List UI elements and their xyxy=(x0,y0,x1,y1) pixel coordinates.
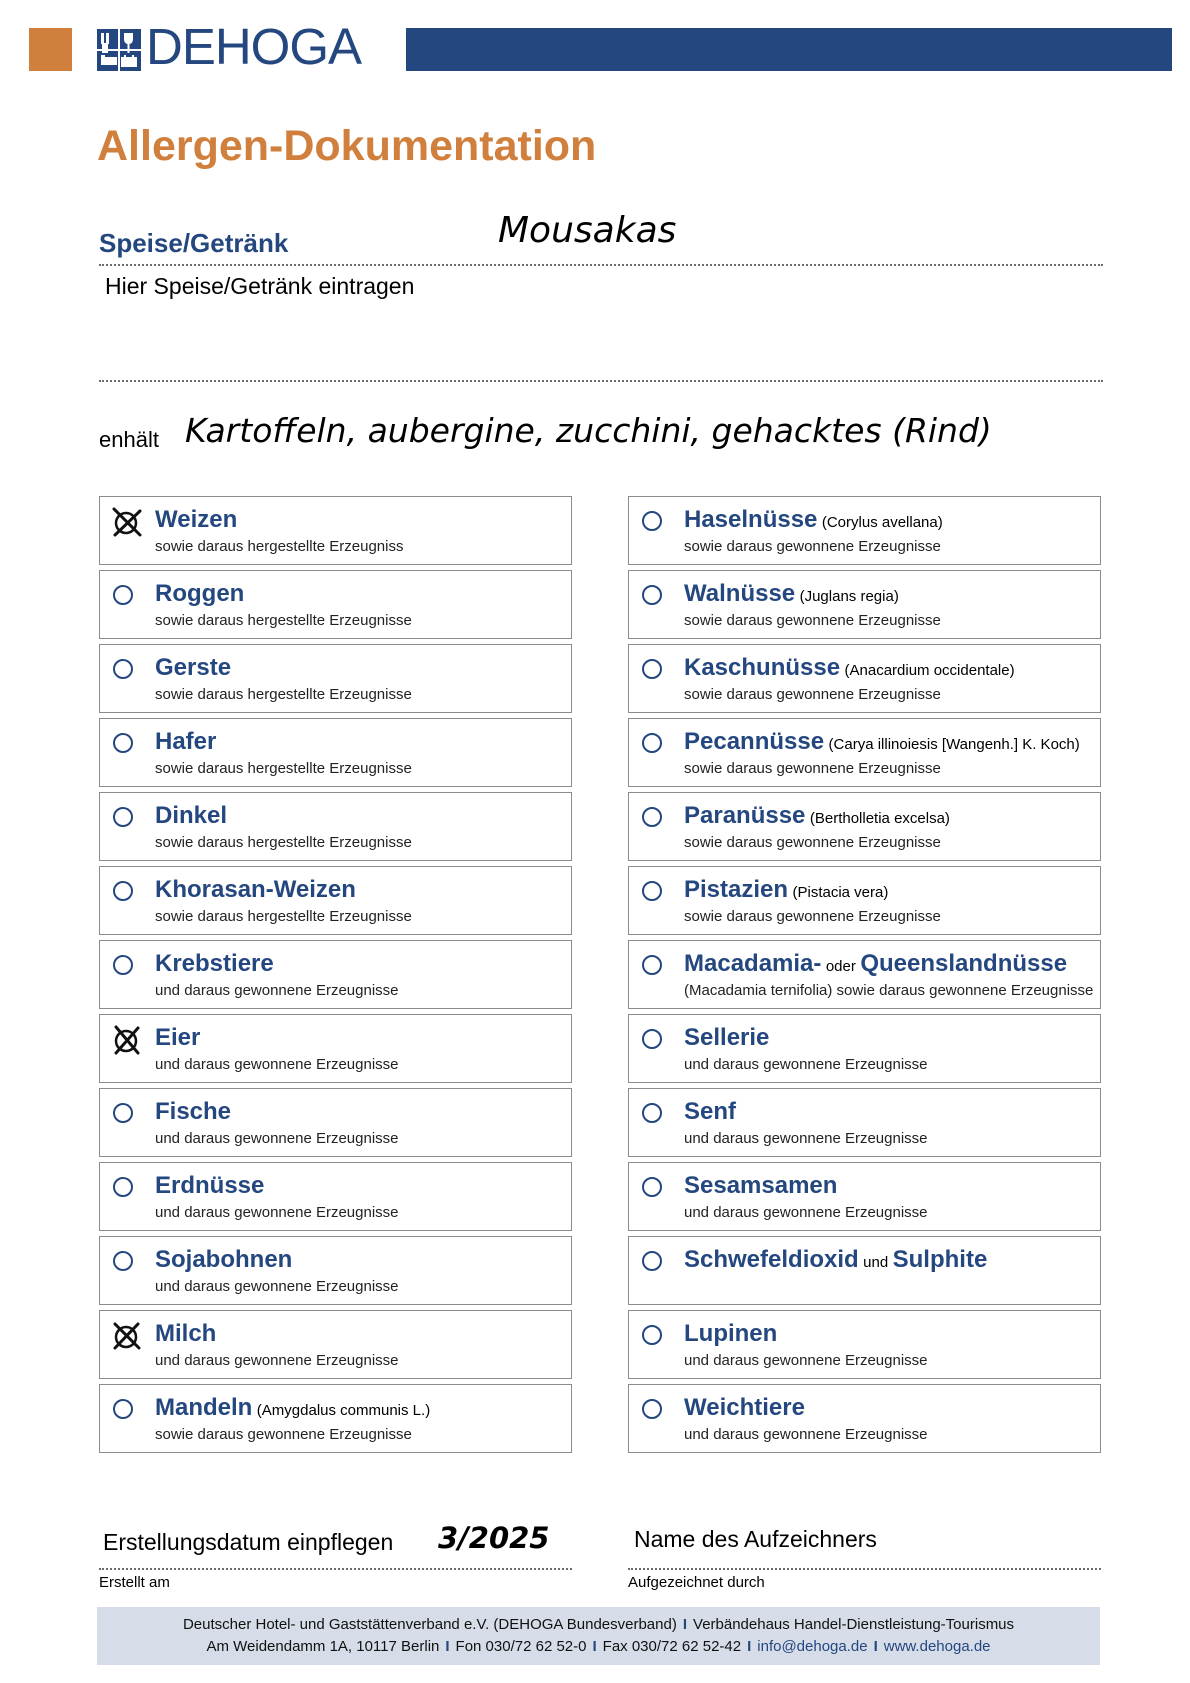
allergen-name: Paranüsse xyxy=(684,802,806,829)
footer-box xyxy=(97,1607,1100,1665)
allergen-card-khorasan-weizen[interactable] xyxy=(99,866,572,935)
radio-button[interactable] xyxy=(113,807,133,827)
radio-button[interactable] xyxy=(642,1177,662,1197)
allergen-desc: und daraus gewonnene Erzeugnisse xyxy=(155,982,399,999)
allergen-name: Mandeln xyxy=(155,1394,253,1421)
allergen-card-erdnuesse[interactable] xyxy=(99,1162,572,1231)
allergen-name: Erdnüsse xyxy=(155,1172,265,1199)
radio-button[interactable] xyxy=(642,955,662,975)
allergen-desc: sowie daraus hergestellte Erzeugnisse xyxy=(155,686,412,703)
allergen-card-pecannuesse[interactable] xyxy=(628,718,1101,787)
allergen-name: Haselnüsse xyxy=(684,506,818,533)
radio-button[interactable] xyxy=(113,659,133,679)
footer-phone: Fon 030/72 62 52-0 xyxy=(455,1638,587,1655)
allergen-card-fische[interactable] xyxy=(99,1088,572,1157)
allergen-name: Senf xyxy=(684,1098,737,1125)
allergen-desc: sowie daraus gewonnene Erzeugnisse xyxy=(155,1426,412,1443)
created-dotted-line xyxy=(99,1568,572,1570)
allergen-scientific-name: (Juglans regia) xyxy=(799,588,899,605)
allergen-card-gerste[interactable] xyxy=(99,644,572,713)
allergen-card-weizen[interactable] xyxy=(99,496,572,565)
radio-button[interactable] xyxy=(113,585,133,605)
allergen-desc: sowie daraus gewonnene Erzeugnisse xyxy=(684,760,941,777)
allergen-card-roggen[interactable] xyxy=(99,570,572,639)
footer-separator: I xyxy=(682,1616,688,1633)
allergen-card-pistazien[interactable] xyxy=(628,866,1101,935)
allergen-card-kaschunuesse[interactable] xyxy=(628,644,1101,713)
radio-button[interactable] xyxy=(642,1103,662,1123)
allergen-desc: sowie daraus gewonnene Erzeugnisse xyxy=(684,834,941,851)
dish-label: Speise/Getränk xyxy=(99,228,289,258)
allergen-name: Weichtiere xyxy=(684,1394,805,1421)
footer-email-link[interactable]: info@dehoga.de xyxy=(757,1638,868,1655)
footer-fax: Fax 030/72 62 52-42 xyxy=(602,1638,742,1655)
allergen-name: Walnüsse xyxy=(684,580,796,607)
created-prompt: Erstellungsdatum einpflegen xyxy=(103,1529,394,1555)
allergen-name: Fische xyxy=(155,1098,232,1125)
allergen-card-lupinen[interactable] xyxy=(628,1310,1101,1379)
allergen-card-macadamia[interactable] xyxy=(628,940,1101,1009)
radio-button[interactable] xyxy=(642,1325,662,1345)
allergen-name: Kaschunüsse xyxy=(684,654,841,681)
checked-x-icon xyxy=(110,1023,144,1057)
allergen-name: Macadamia- xyxy=(684,950,822,977)
allergen-card-sojabohnen[interactable] xyxy=(99,1236,572,1305)
allergen-card-milch[interactable] xyxy=(99,1310,572,1379)
allergen-desc: sowie daraus gewonnene Erzeugnisse xyxy=(684,908,941,925)
footer-separator: I xyxy=(445,1638,450,1655)
allergen-joiner: oder xyxy=(825,958,856,975)
allergen-name: Pistazien xyxy=(684,876,789,903)
page-title: Allergen-Dokumentation xyxy=(97,122,597,170)
allergen-name: Dinkel xyxy=(155,802,228,829)
footer-separator: I xyxy=(747,1638,752,1655)
recorder-prompt: Name des Aufzeichners xyxy=(634,1526,877,1552)
allergen-desc: sowie daraus gewonnene Erzeugnisse xyxy=(684,686,941,703)
radio-button[interactable] xyxy=(642,511,662,531)
allergen-name: Gerste xyxy=(155,654,232,681)
radio-button[interactable] xyxy=(642,1251,662,1271)
radio-button[interactable] xyxy=(113,1103,133,1123)
checked-x-icon xyxy=(110,505,144,539)
allergen-card-weichtiere[interactable] xyxy=(628,1384,1101,1453)
allergen-desc: sowie daraus hergestellte Erzeugnisse xyxy=(155,612,412,629)
allergen-scientific-name: (Carya illinoiesis [Wangenh.] K. Koch) xyxy=(828,736,1080,753)
allergen-desc: und daraus gewonnene Erzeugnisse xyxy=(684,1204,928,1221)
footer-web-link[interactable]: www.dehoga.de xyxy=(883,1638,991,1655)
allergen-name-secondary: Queenslandnüsse xyxy=(860,950,1068,977)
allergen-card-mandeln[interactable] xyxy=(99,1384,572,1453)
allergen-card-sellerie[interactable] xyxy=(628,1014,1101,1083)
allergen-desc: sowie daraus gewonnene Erzeugnisse xyxy=(684,538,941,555)
allergen-card-paranuesse[interactable] xyxy=(628,792,1101,861)
radio-button[interactable] xyxy=(642,733,662,753)
dish-hint: Hier Speise/Getränk eintragen xyxy=(105,273,415,299)
allergen-name: Eier xyxy=(155,1024,201,1051)
radio-button[interactable] xyxy=(642,585,662,605)
radio-button[interactable] xyxy=(113,1177,133,1197)
allergen-card-walnuesse[interactable] xyxy=(628,570,1101,639)
logo-wordmark: DEHOGA xyxy=(146,18,362,75)
recorder-label: Aufgezeichnet durch xyxy=(628,1574,765,1591)
allergen-desc: sowie daraus hergestellte Erzeugnisse xyxy=(155,760,412,777)
radio-button[interactable] xyxy=(642,881,662,901)
allergen-name: Sesamsamen xyxy=(684,1172,838,1199)
dish-dotted-line xyxy=(99,264,1103,266)
allergen-card-haselnuesse[interactable] xyxy=(628,496,1101,565)
contains-label: enhält xyxy=(99,427,159,452)
allergen-desc: und daraus gewonnene Erzeugnisse xyxy=(684,1426,928,1443)
allergen-desc: und daraus gewonnene Erzeugnisse xyxy=(155,1130,399,1147)
allergen-desc: und daraus gewonnene Erzeugnisse xyxy=(155,1204,399,1221)
radio-button[interactable] xyxy=(113,955,133,975)
allergen-desc: und daraus gewonnene Erzeugnisse xyxy=(155,1278,399,1295)
allergen-scientific-name: (Anacardium occidentale) xyxy=(844,662,1015,679)
allergen-card-sesamsamen[interactable] xyxy=(628,1162,1101,1231)
allergen-scientific-name: (Bertholletia excelsa) xyxy=(809,810,950,827)
allergen-desc: und daraus gewonnene Erzeugnisse xyxy=(155,1352,399,1369)
allergen-desc: sowie daraus gewonnene Erzeugnisse xyxy=(684,612,941,629)
radio-button[interactable] xyxy=(113,1251,133,1271)
created-label: Erstellt am xyxy=(99,1574,170,1591)
allergen-name: Lupinen xyxy=(684,1320,778,1347)
hotel-restaurant-glyph-icon xyxy=(97,29,141,71)
radio-button[interactable] xyxy=(642,1029,662,1049)
header-bar xyxy=(406,28,1172,71)
allergen-desc: (Macadamia ternifolia) sowie daraus gewonnene Erzeugnisse xyxy=(684,982,1094,999)
allergen-desc: und daraus gewonnene Erzeugnisse xyxy=(684,1352,928,1369)
allergen-desc: und daraus gewonnene Erzeugnisse xyxy=(684,1056,928,1073)
contains-handwritten-value[interactable]: Kartoffeln, aubergine, zucchini, gehacktes (Rind) xyxy=(185,411,992,450)
orange-accent-square xyxy=(29,28,72,71)
allergen-name: Roggen xyxy=(155,580,245,607)
allergen-name: Sellerie xyxy=(684,1024,770,1051)
allergen-desc: sowie daraus hergestellte Erzeugnisse xyxy=(155,834,412,851)
allergen-name: Khorasan-Weizen xyxy=(155,876,356,903)
allergen-name: Milch xyxy=(155,1320,217,1347)
allergen-card-schwefeldioxid[interactable] xyxy=(628,1236,1101,1305)
allergen-name: Sojabohnen xyxy=(155,1246,293,1273)
allergen-scientific-name: (Pistacia vera) xyxy=(792,884,889,901)
radio-button[interactable] xyxy=(642,659,662,679)
created-handwritten-date[interactable]: 3/2025 xyxy=(438,1521,550,1555)
footer-building: Verbändehaus Handel-Dienstleistung-Tourismus xyxy=(693,1616,1015,1633)
allergen-desc: und daraus gewonnene Erzeugnisse xyxy=(155,1056,399,1073)
allergen-card-eier[interactable] xyxy=(99,1014,572,1083)
radio-button[interactable] xyxy=(113,733,133,753)
allergen-scientific-name: (Amygdalus communis L.) xyxy=(256,1402,431,1419)
allergen-name: Schwefeldioxid xyxy=(684,1246,859,1273)
radio-button[interactable] xyxy=(642,807,662,827)
dish-lower-dotted-line xyxy=(99,380,1103,382)
footer-org: Deutscher Hotel- und Gaststättenverband e.V. (DEHOGA Bundesverband) xyxy=(182,1616,677,1633)
recorder-dotted-line xyxy=(628,1568,1101,1570)
allergen-desc: und daraus gewonnene Erzeugnisse xyxy=(684,1130,928,1147)
allergen-scientific-name: (Corylus avellana) xyxy=(821,514,943,531)
allergen-name: Pecannüsse xyxy=(684,728,825,755)
radio-button[interactable] xyxy=(113,1399,133,1419)
allergen-name: Weizen xyxy=(155,506,238,533)
allergen-desc: sowie daraus hergestellte Erzeugnisse xyxy=(155,908,412,925)
allergen-desc: sowie daraus hergestellte Erzeugniss xyxy=(155,538,404,555)
allergen-card-senf[interactable] xyxy=(628,1088,1101,1157)
dish-handwritten-value[interactable]: Mousakas xyxy=(498,210,677,251)
footer-address: Am Weidendamm 1A, 10117 Berlin xyxy=(206,1638,440,1655)
allergen-name: Hafer xyxy=(155,728,217,755)
radio-button[interactable] xyxy=(642,1399,662,1419)
footer-separator: I xyxy=(873,1638,878,1655)
radio-button[interactable] xyxy=(113,881,133,901)
allergen-name-secondary: Sulphite xyxy=(892,1246,988,1273)
checked-x-icon xyxy=(110,1319,144,1353)
allergen-name: Krebstiere xyxy=(155,950,274,977)
allergen-joiner: und xyxy=(863,1254,889,1271)
footer-separator: I xyxy=(592,1638,597,1655)
allergen-card-hafer[interactable] xyxy=(99,718,572,787)
allergen-card-dinkel[interactable] xyxy=(99,792,572,861)
allergen-card-krebstiere[interactable] xyxy=(99,940,572,1009)
